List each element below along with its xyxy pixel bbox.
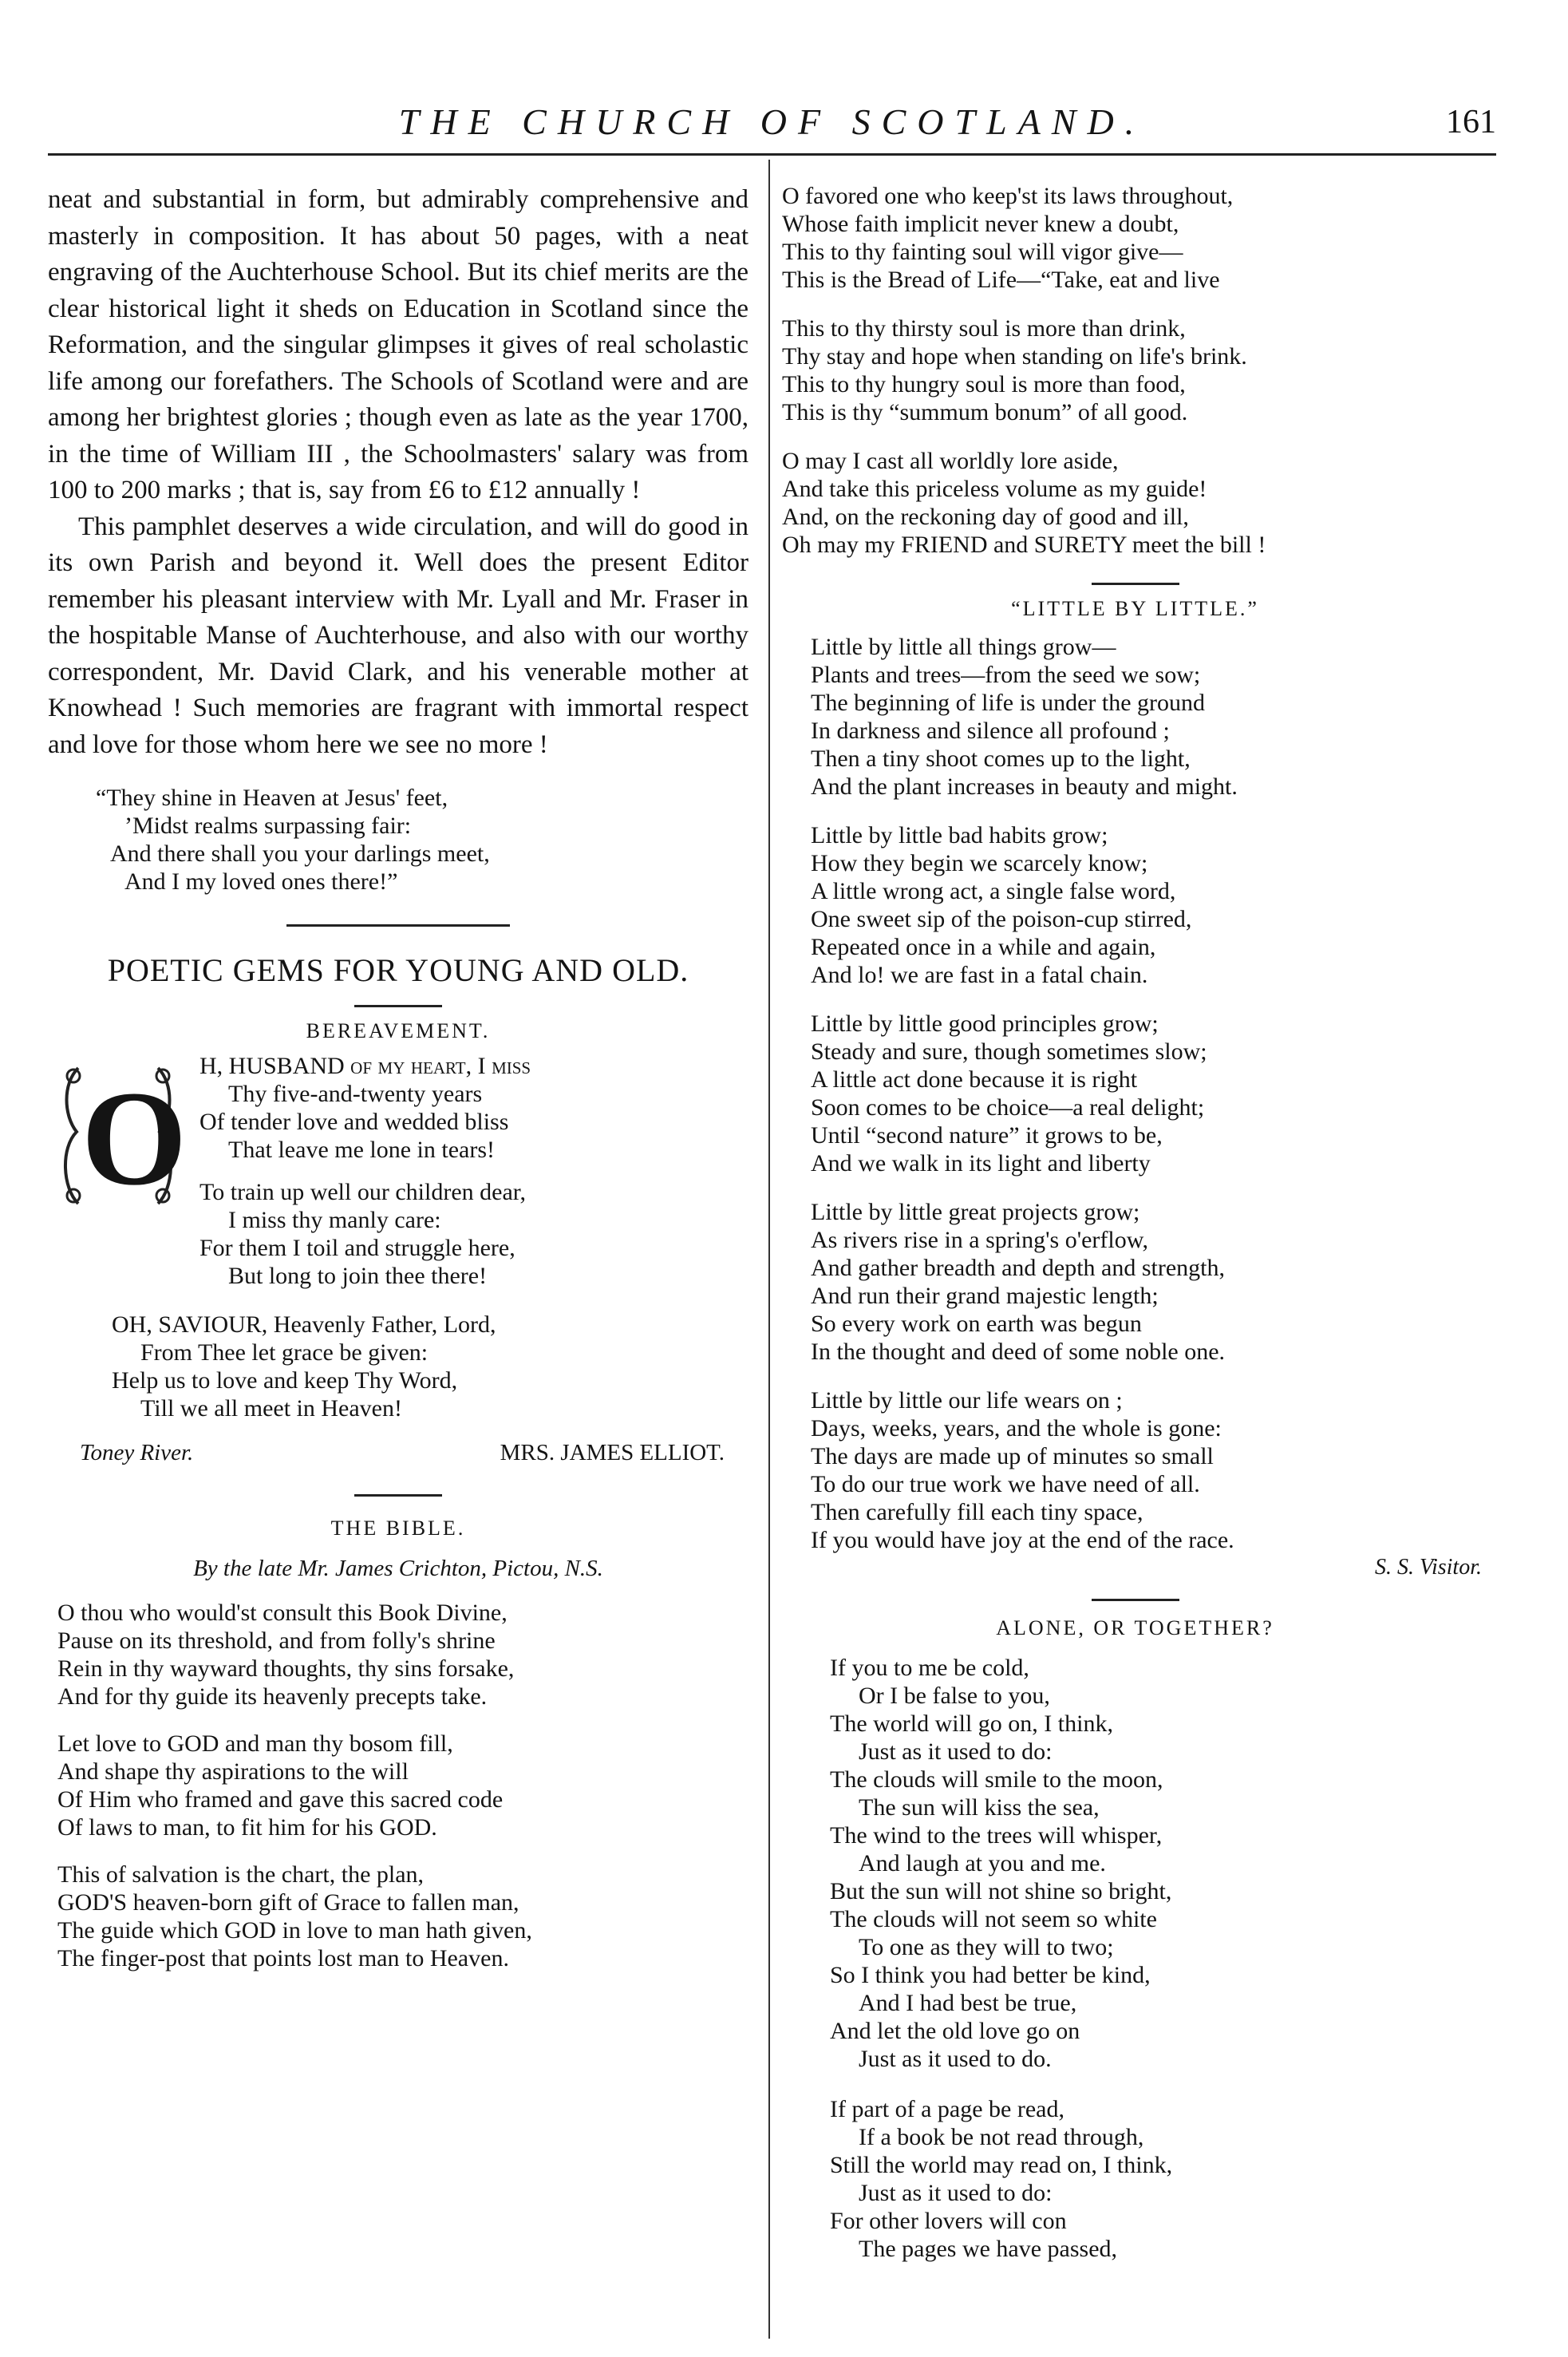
poem-line: From Thee let grace be given: [140, 1339, 429, 1366]
poem-stanza [782, 821, 1488, 989]
poem-line: If part of a page be read, [830, 2096, 1064, 2122]
poem-line: Little by little our life wears on ; [811, 1387, 1123, 1414]
dropcap-letter: O [81, 1063, 188, 1213]
poem-line: Till we all meet in Heaven! [140, 1395, 402, 1422]
poem-byline: By the late Mr. James Crichton, Pictou, N.S. [193, 1556, 603, 1581]
poem-line: This of salvation is the chart, the plan, [57, 1861, 425, 1888]
poem-line: And we walk in its light and liberty [811, 1150, 1151, 1177]
running-head [48, 94, 1496, 150]
poem-line: Just as it used to do: [859, 1738, 1053, 1765]
poem-stanza [782, 314, 1488, 426]
poem-line: Until “second nature” it grows to be, [811, 1122, 1163, 1149]
poem-line: And gather breadth and depth and strength, [811, 1255, 1226, 1281]
poem-line: As rivers rise in a spring's o'erflow, [811, 1227, 1148, 1253]
poem-rule [1092, 583, 1179, 585]
poem-line: For them I toil and struggle here, [199, 1235, 515, 1261]
poem-line: So I think you had better be kind, [830, 1962, 1151, 1988]
poem-line: Steady and sure, though sometimes slow; [811, 1038, 1207, 1065]
poem-stanza [782, 633, 1488, 801]
header-rule [48, 153, 1496, 156]
poem-line: Just as it used to do. [859, 2046, 1052, 2072]
poem-line: In darkness and silence all profound ; [811, 718, 1170, 744]
poem-line: Oh may my FRIEND and SURETY meet the bill ! [782, 532, 1266, 558]
section-rule [286, 924, 510, 927]
poem-line: Thy five-and-twenty years [228, 1081, 483, 1107]
poem-line: If you would have joy at the end of the race. [811, 1527, 1234, 1553]
poem-line: Still the world may read on, I think, [830, 2152, 1173, 2178]
column-divider [768, 160, 770, 2339]
poem-line: So every work on earth was begun [811, 1311, 1142, 1337]
running-title: THE CHURCH OF SCOTLAND. [398, 101, 1146, 142]
poem-stanza [782, 1198, 1488, 1366]
poem-line: The sun will kiss the sea, [859, 1794, 1100, 1821]
poem-line: The clouds will smile to the moon, [830, 1766, 1163, 1793]
poem-line: OH, SAVIOUR, Heavenly Father, Lord, [112, 1311, 496, 1338]
poem-title-little-by-little: “LITTLE BY LITTLE.” [1011, 597, 1259, 620]
poem-line: The days are made up of minutes so small [811, 1443, 1214, 1469]
poem-rule [354, 1494, 442, 1497]
poem-line: The finger-post that points lost man to Heaven. [57, 1945, 509, 1971]
title-rule [354, 1005, 442, 1007]
poem-line: This to thy fainting soul will vigor give— [782, 239, 1183, 265]
poem-stanza [782, 2095, 1488, 2263]
poem-line: For other lovers will con [830, 2208, 1067, 2234]
poem-line: Of Him who framed and gave this sacred code [57, 1786, 504, 1813]
poem-line: Days, weeks, years, and the whole is gone: [811, 1415, 1222, 1441]
poem-line: If a book be not read through, [859, 2124, 1144, 2150]
poem-line: ’Midst realms surpassing fair: [124, 813, 412, 839]
poem-line: Little by little good principles grow; [811, 1010, 1159, 1037]
poem-line: To one as they will to two; [859, 1934, 1114, 1960]
poem-line: And lo! we are fast in a fatal chain. [811, 962, 1148, 988]
poem-line: Pause on its threshold, and from folly's shrine [57, 1627, 496, 1654]
poem-line: And there shall you your darlings meet, [110, 840, 490, 867]
section-title: POETIC GEMS FOR YOUNG AND OLD. [107, 952, 689, 988]
poem-line: Let love to GOD and man thy bosom fill, [57, 1730, 453, 1757]
poem-line: But the sun will not shine so bright, [830, 1878, 1172, 1904]
poem-line: The wind to the trees will whisper, [830, 1822, 1163, 1849]
poem-line: And shape thy aspirations to the will [57, 1758, 409, 1785]
poem-line: This is thy “summum bonum” of all good. [782, 399, 1188, 425]
poem-stanza [782, 182, 1488, 294]
poem-line: One sweet sip of the poison-cup stirred, [811, 906, 1192, 932]
poem-stanza [782, 1386, 1488, 1554]
poem-line: Of laws to man, to fit him for his GOD. [57, 1814, 437, 1841]
poem-rule [1092, 1599, 1179, 1601]
poem-line: A little act done because it is right [811, 1066, 1138, 1093]
article-paragraph: This pamphlet deserves a wide circulation, and will do good in its own Parish and beyond it. Well does the present Editor remember his pleasant interview with Mr. Lyall and Mr. Fraser in the hospitable Manse of Auchterhouse, and also with our worthy correspondent, Mr. David Clark, and his venerable mother at Knowhead ! Such memories are fragrant with immortal respect and love for those whom here we see no more ! [48, 512, 748, 759]
poem-line: H, HUSBAND of my heart, I miss [199, 1053, 531, 1079]
poem-stanza [48, 1730, 748, 1841]
poem-line: And the plant increases in beauty and might. [811, 773, 1238, 800]
poem-line: And laugh at you and me. [859, 1850, 1106, 1877]
poem-line: The pages we have passed, [859, 2236, 1118, 2262]
poem-line: This to thy thirsty soul is more than drink, [782, 315, 1186, 342]
poem-line: O favored one who keep'st its laws throughout, [782, 183, 1234, 209]
poem-line: Little by little all things grow— [811, 634, 1116, 660]
signature-place: Toney River. [80, 1440, 194, 1465]
poem-line: “They shine in Heaven at Jesus' feet, [96, 785, 448, 811]
signature-author: MRS. JAMES ELLIOT. [500, 1440, 725, 1465]
poem-title-alone: ALONE, OR TOGETHER? [996, 1616, 1274, 1639]
poem-line: Help us to love and keep Thy Word, [112, 1367, 458, 1394]
poem-line: Or I be false to you, [859, 1683, 1050, 1709]
closing-quote [48, 784, 748, 896]
poem-stanza [782, 447, 1488, 559]
poem-line: The clouds will not seem so white [830, 1906, 1157, 1932]
poem-line: This is the Bread of Life—“Take, eat and live [782, 267, 1220, 293]
poem-line: To do our true work we have need of all. [811, 1471, 1200, 1497]
poem-line: A little wrong act, a single false word, [811, 878, 1176, 904]
poem-title-bible: THE BIBLE. [330, 1517, 466, 1540]
poem-line: And take this priceless volume as my guide! [782, 476, 1207, 502]
poem-stanza [48, 1861, 748, 1972]
poem-line: The beginning of life is under the ground [811, 690, 1206, 716]
poem-line: But long to join thee there! [228, 1263, 488, 1289]
poem-stanza [48, 1311, 748, 1422]
poem-line: Whose faith implicit never knew a doubt, [782, 211, 1179, 237]
poem-line: Repeated once in a while and again, [811, 934, 1156, 960]
poem-line: Little by little great projects grow; [811, 1199, 1140, 1225]
poem-line: The guide which GOD in love to man hath given, [57, 1917, 532, 1944]
poem-line: Then a tiny shoot comes up to the light, [811, 745, 1191, 772]
poem-line: Thy stay and hope when standing on life's brink. [782, 343, 1247, 370]
poem-stanza [782, 1654, 1488, 2073]
poem-line: To train up well our children dear, [199, 1179, 527, 1205]
poem-line: And let the old love go on [830, 2018, 1080, 2044]
poem-line: And I had best be true, [859, 1990, 1077, 2016]
poem-line: GOD'S heaven-born gift of Grace to fallen man, [57, 1889, 519, 1916]
poem-line: And, on the reckoning day of good and ill, [782, 504, 1189, 530]
right-column [782, 182, 1488, 2263]
poem-stanza [782, 1010, 1488, 1177]
poem-stanza [48, 1599, 748, 1710]
poem-line: In the thought and deed of some noble one. [811, 1339, 1226, 1365]
poem-line: O thou who would'st consult this Book Divine, [57, 1600, 508, 1626]
ornamental-dropcap [54, 1052, 188, 1220]
poem-line: If you to me be cold, [830, 1655, 1029, 1681]
poem-line: The world will go on, I think, [830, 1710, 1113, 1737]
poem-line: This to thy hungry soul is more than food, [782, 371, 1186, 397]
poem-line: That leave me lone in tears! [228, 1137, 496, 1163]
page-number: 161 [1446, 104, 1496, 140]
poem-line: Soon comes to be choice—a real delight; [811, 1094, 1205, 1121]
poem-line: Just as it used to do: [859, 2180, 1053, 2206]
poem-line: Little by little bad habits grow; [811, 822, 1108, 848]
poem-line: Of tender love and wedded bliss [199, 1109, 509, 1135]
poem-line: I miss thy manly care: [228, 1207, 441, 1233]
poem-line: Then carefully fill each tiny space, [811, 1499, 1143, 1525]
poem-line: O may I cast all worldly lore aside, [782, 448, 1119, 474]
poem-line: How they begin we scarcely know; [811, 850, 1148, 876]
poem-line: Rein in thy wayward thoughts, thy sins forsake, [57, 1655, 515, 1682]
poem-line: And run their grand majestic length; [811, 1283, 1159, 1309]
poem-line: And for thy guide its heavenly precepts take. [57, 1683, 488, 1710]
poem-signature [48, 1437, 748, 1469]
poem-attribution: S. S. Visitor. [1374, 1555, 1482, 1580]
poem-line: Plants and trees—from the seed we sow; [811, 662, 1201, 688]
poem-line: And I my loved ones there!” [124, 868, 398, 895]
poem-title-bereavement: BEREAVEMENT. [306, 1019, 491, 1042]
article-paragraph: neat and substantial in form, but admirably comprehensive and masterly in composition. It has about 50 pages, with a neat engraving of the Auchterhouse School. But its chief merits are the clear historical light it sheds on Education in Scotland since the Reformation, and the singular glimpses it gives of real scholastic life among our forefathers. The Schools of Scotland were and are among her brightest glories ; though even as late as the year 1700, in the time of William III , the Schoolmasters' salary was from 100 to 200 marks ; that is, say from £6 to £12 annually ! [48, 185, 748, 504]
left-column [48, 182, 748, 1972]
poem-bereavement [48, 1052, 748, 1469]
